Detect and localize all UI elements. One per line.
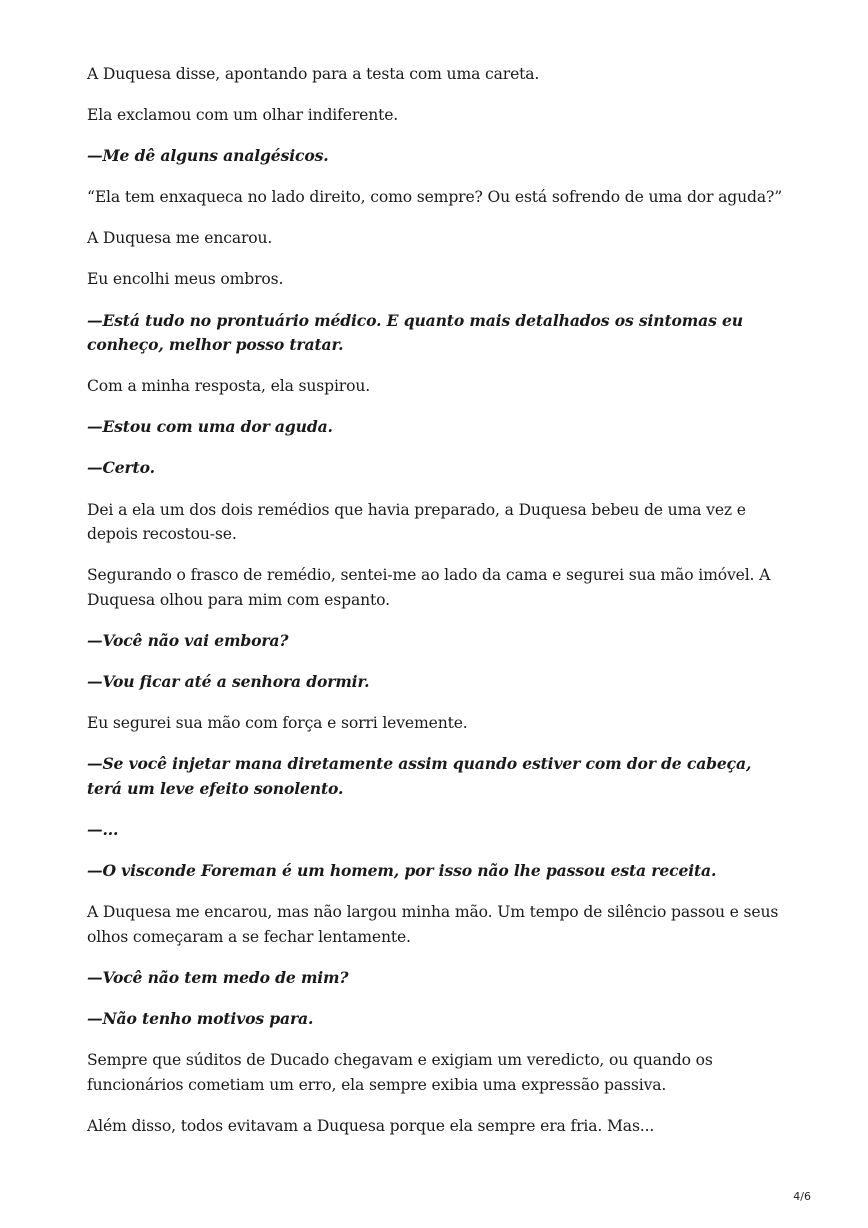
narration-paragraph: Segurando o frasco de remédio, sentei-me ao lado da cama e segurei sua mão imóvel. A Duquesa olhou para mim com espanto. [87, 566, 771, 609]
dialogue-paragraph: —Vou ficar até a senhora dormir. [87, 672, 370, 691]
dialogue-paragraph: —Me dê alguns analgésicos. [87, 146, 329, 166]
narration-paragraph: “Ela tem enxaqueca no lado direito, como sempre? Ou está sofrendo de uma dor aguda?” [87, 188, 783, 207]
narration-paragraph: Eu segurei sua mão com força e sorri levemente. [87, 714, 468, 733]
dialogue-paragraph: —... [87, 819, 119, 839]
narration-paragraph: A Duquesa me encarou. [87, 229, 273, 248]
narration-paragraph: Além disso, todos evitavam a Duquesa porque ela sempre era fria. Mas... [87, 1116, 655, 1135]
dialogue-paragraph: —O visconde Foreman é um homem, por isso não lhe passou esta receita. [87, 860, 717, 880]
dialogue-paragraph: —Estou com uma dor aguda. [87, 417, 333, 437]
narration-paragraph: A Duquesa disse, apontando para a testa com uma careta. [87, 65, 540, 83]
dialogue-paragraph: —Certo. [87, 458, 155, 478]
document-page [87, 62, 787, 1155]
narration-paragraph: A Duquesa me encarou, mas não largou minha mão. Um tempo de silêncio passou e seus olhos começaram a se fechar lentamente. [87, 903, 779, 946]
dialogue-paragraph: —Se você injetar mana diretamente assim quando estiver com dor de cabeça, terá um leve efeito sonolento. [87, 754, 752, 798]
dialogue-paragraph: —Não tenho motivos para. [87, 1008, 314, 1028]
page-number: 4/6 [793, 1190, 811, 1203]
narration-paragraph: Eu encolhi meus ombros. [87, 270, 284, 289]
dialogue-paragraph: —Está tudo no prontuário médico. E quanto mais detalhados os sintomas eu conheço, melhor posso tratar. [87, 310, 743, 355]
narration-paragraph: Sempre que súditos de Ducado chegavam e exigiam um veredicto, ou quando os funcionários cometiam um erro, ela sempre exibia uma expressão passiva. [87, 1050, 713, 1094]
dialogue-paragraph: —Você não tem medo de mim? [87, 967, 349, 987]
narration-paragraph: Dei a ela um dos dois remédios que havia preparado, a Duquesa bebeu de uma vez e depois recostou-se. [87, 500, 746, 544]
dialogue-paragraph: —Você não vai embora? [87, 630, 289, 650]
narration-paragraph: Com a minha resposta, ela suspirou. [87, 377, 371, 396]
narration-paragraph: Ela exclamou com um olhar indiferente. [87, 106, 399, 125]
